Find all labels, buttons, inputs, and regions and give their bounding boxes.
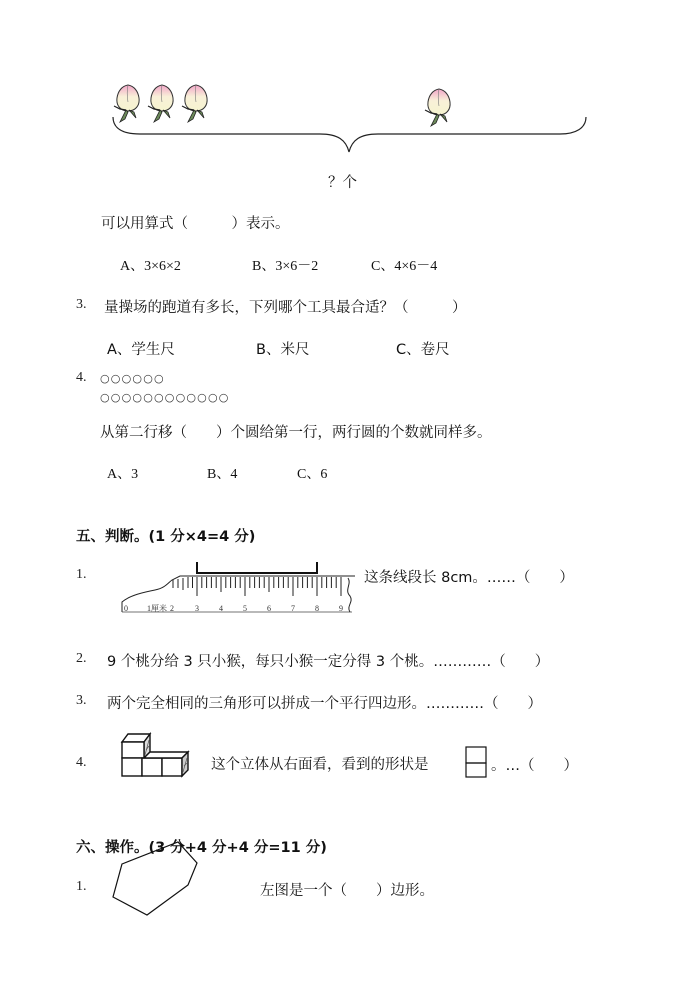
s5-item2-number: 2. [76, 651, 87, 666]
svg-text:9: 9 [339, 604, 343, 613]
svg-text:7: 7 [291, 604, 295, 613]
q4-option-b[interactable]: B、4 [207, 467, 238, 482]
circle-row-2: ○○○○○○○○○○○○ [100, 391, 230, 404]
svg-text:0: 0 [124, 604, 128, 613]
brace-label: ？个 [328, 175, 357, 191]
q3-text: 量操场的跑道有多长，下列哪个工具最合适？（ ） [104, 300, 467, 316]
svg-text:厘米: 厘米 [151, 604, 167, 613]
q4-option-c[interactable]: C、6 [297, 467, 328, 482]
svg-text:5: 5 [243, 604, 247, 613]
q2-prompt: 可以用算式（ ）表示。 [101, 216, 290, 232]
s5-item1-number: 1. [76, 567, 87, 582]
q2-option-c[interactable]: C、4×6－4 [371, 259, 438, 274]
svg-text:2: 2 [170, 604, 174, 613]
q3-option-b[interactable]: B、米尺 [256, 342, 310, 358]
q4-option-a[interactable]: A、3 [107, 467, 139, 482]
s5-item2-text: 9 个桃分给 3 只小猴，每只小猴一定分得 3 个桃。…………（ ） [107, 654, 550, 670]
s5-item4-text: 这个立体从右面看，看到的形状是 [211, 757, 429, 773]
q4-number: 4. [76, 370, 87, 385]
circle-row-1: ○○○○○○ [100, 372, 165, 385]
s5-item4-number: 4. [76, 755, 87, 770]
q3-number: 3. [76, 297, 87, 312]
section5-heading: 五、判断。(1 分×4=4 分) [76, 529, 256, 545]
s5-item3-number: 3. [76, 693, 87, 708]
q3-option-a[interactable]: A、学生尺 [107, 342, 175, 358]
q4-text: 从第二行移（ ）个圆给第一行，两行圆的个数就同样多。 [100, 425, 492, 441]
s6-item1-text: 左图是一个（ ）边形。 [260, 883, 434, 899]
section6-heading: 六、操作。(3 分+4 分+4 分=11 分) [76, 840, 327, 856]
s5-item3-text: 两个完全相同的三角形可以拼成一个平行四边形。…………（ ） [107, 696, 542, 712]
svg-text:1: 1 [147, 604, 151, 613]
svg-text:8: 8 [315, 604, 319, 613]
s5-item4-text-after: 。…（ ） [491, 758, 578, 774]
q3-option-c[interactable]: C、卷尺 [396, 342, 450, 358]
svg-text:6: 6 [267, 604, 271, 613]
svg-text:3: 3 [195, 604, 199, 613]
s6-item1-number: 1. [76, 879, 87, 894]
q2-option-a[interactable]: A、3×6×2 [120, 259, 181, 274]
svg-text:4: 4 [219, 604, 223, 613]
s5-item1-text: 这条线段长 8cm。……（ ） [364, 570, 574, 586]
q2-option-b[interactable]: B、3×6－2 [252, 259, 319, 274]
